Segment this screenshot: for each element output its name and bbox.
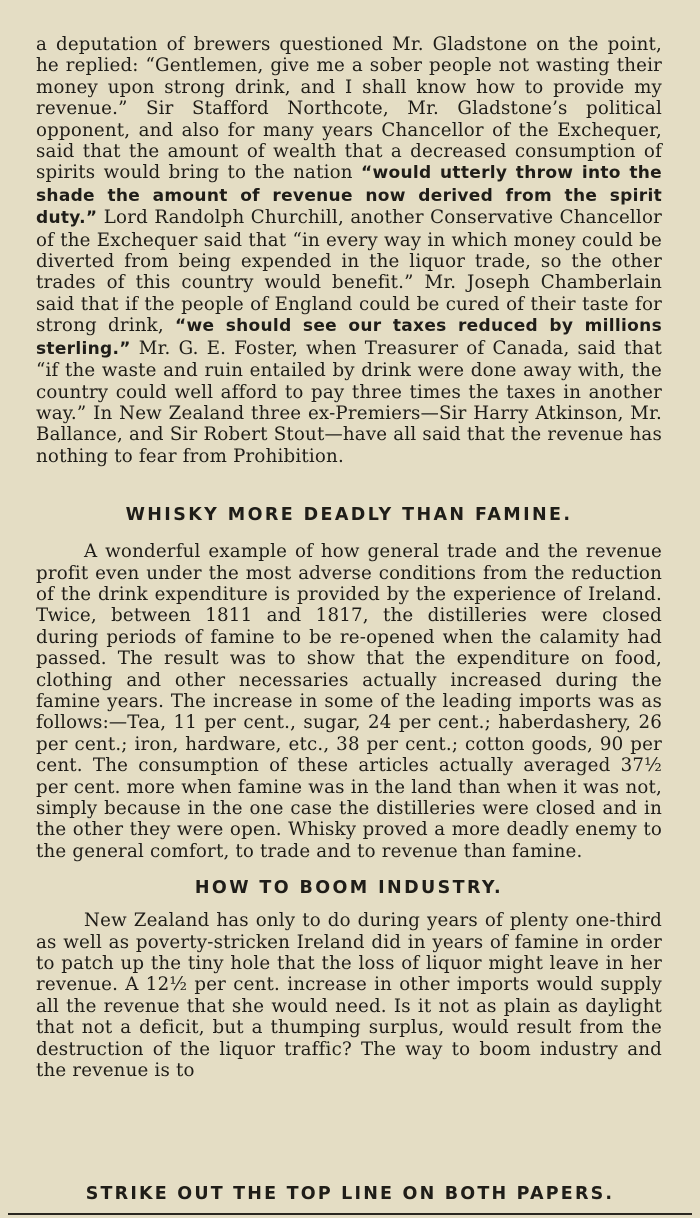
document-body [36,34,662,1081]
bottom-rule [8,1213,692,1215]
text-run: a deputation of brewers questioned Mr. Gladstone on the point, he replied: “Gentlemen, give me a sober people not wasting their money upon strong drink, and I shall know how to provide my revenue.” Sir Stafford Northcote, Mr. Gladstone’s political opponent, and also for many years Chancellor of the Exchequer, said that the amount of wealth that a decreased consumption of spirits would bring to the nation [36,34,662,184]
footer-instruction: STRIKE OUT THE TOP LINE ON BOTH PAPERS. [85,1184,615,1204]
section-heading-boom-industry: HOW TO BOOM INDUSTRY. [194,878,504,899]
paragraph-revenue-quotes [36,34,662,467]
section-heading-whisky: WHISKY MORE DEADLY THAN FAMINE. [125,505,573,526]
paragraph-new-zealand: New Zealand has only to do during years of plenty one-third as well as poverty-stricken Ireland did in years of famine in order to patch up the tiny hole that the loss of liquor might leave in her revenue. A 12½ per cent. increase in other imports would supply all the revenue that she would need. Is it not as plain as daylight that not a deficit, but a thumping surplus, would result from the destruction of the liquor traffic? The way to boom industry and the revenue is to [36,910,662,1082]
bold-quote: “we should see our taxes reduced by millions sterling.” [36,316,662,359]
text-run: Mr. G. E. Foster, when Treasurer of Canada, said that “if the waste and ruin entailed by drink were done away with, the country could well afford to pay three times the taxes in another way.” In New Zealand three ex-Premiers—Sir Harry Atkinson, Mr. Ballance, and Sir Robert Stout—have all said that the revenue has nothing to fear from Prohibition. [36,337,662,467]
paragraph-ireland-famine: A wonderful example of how general trade and the revenue profit even under the most adverse conditions from the reduction of the drink expenditure is provided by the experience of Ireland. Twice, between 1811 and 1817, the distilleries were closed during periods of famine to be re-opened when the calamity had passed. The result was to show that the expenditure on food, clothing and other necessaries actually increased during the famine years. The increase in some of the leading imports was as follows:—Tea, 11 per cent., sugar, 24 per cent.; haberdashery, 26 per cent.; iron, hardware, etc., 38 per cent.; cotton goods, 90 per cent. The consumption of these articles actually averaged 37½ per cent. more when famine was in the land than when it was not, simply because in the one case the distilleries were closed and in the other they were open. Whisky proved a more deadly enemy to the general comfort, to trade and to revenue than famine. [36,541,662,862]
text-run: Lord Randolph Churchill, another Conservative Chancellor of the Exchequer said that “in every way in which money could be diverted from being expended in the liquor trade, so the other trades of this country would benefit.” Mr. Joseph Chamberlain said that if the people of England could be cured of their taste for strong drink, [36,207,662,337]
bold-quote: “would utterly throw into the shade the amount of revenue now derived from the spirit duty.” [36,163,662,229]
